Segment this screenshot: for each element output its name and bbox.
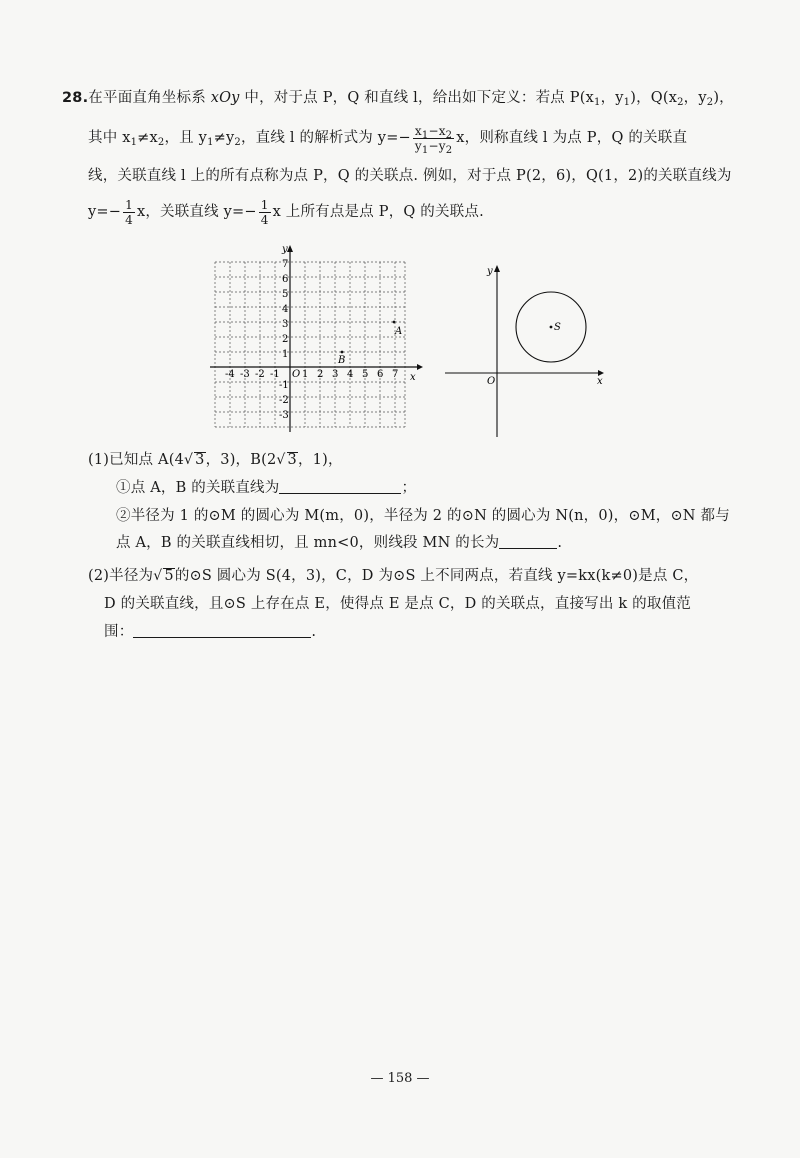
x-tick-label: 6 <box>377 369 384 380</box>
grid-figure <box>205 240 425 440</box>
y-tick-label: 6 <box>282 274 289 285</box>
quarter-fraction-2: $\frac{1}{4}$ <box>260 197 269 227</box>
problem-line-2: 其中 $x_1\ne x_2$，且 $y_1\ne y_2$，直线 l 的解析式为 y=− $\frac{x_1-x_2}{y_1-y_2}$ x，则称直线 l 为点 P，Q 的关联直 <box>88 123 688 156</box>
x-tick-label: -2 <box>255 369 265 380</box>
y-tick-label: -2 <box>279 395 289 406</box>
y-tick-label: 5 <box>282 289 289 300</box>
center-s-label: S <box>554 322 561 333</box>
x-tick-label: 1 <box>302 369 309 380</box>
slope-fraction: $\frac{x_1-x_2}{y_1-y_2}$ <box>414 123 453 156</box>
part2-line-3: 围： . <box>104 624 317 640</box>
part1-question-2-line-2: 点 A，B 的关联直线相切，且 mn<0，则线段 MN 的长为 . <box>116 535 563 551</box>
x-tick-label: -3 <box>240 369 250 380</box>
center-s <box>550 326 553 329</box>
problem-line-4: y=− $\frac{1}{4}$ x，关联直线 y=− $\frac{1}{4}$ x 上所有点是点 P，Q 的关联点. <box>88 197 484 227</box>
y-tick-label: 7 <box>282 259 289 270</box>
y-tick-label: 4 <box>282 304 289 315</box>
point-b <box>341 351 344 354</box>
x-tick-label: 7 <box>392 369 399 380</box>
problem-line-1: 28.在平面直角坐标系 xOy 中，对于点 P，Q 和直线 l，给出如下定义：若点 $P(x_1$，$y_1$)，$Q(x_2$，$y_2$)， <box>62 90 734 108</box>
answer-blank-3[interactable] <box>133 623 311 638</box>
grid-lines <box>215 262 405 427</box>
quarter-fraction-1: $\frac{1}{4}$ <box>125 197 133 227</box>
y-tick-label: -3 <box>279 410 289 421</box>
point-a <box>393 321 396 324</box>
origin-label: O <box>292 369 301 380</box>
part2-line-1: (2)半径为√ 5的⊙S 圆心为 S(4，3)，C，D 为⊙S 上不同两点，若直线 y=kx(k≠0)是点 C， <box>88 568 699 584</box>
x-tick-label: 3 <box>332 369 339 380</box>
part1-question-1: ①点 A，B 的关联直线为 ； <box>116 480 417 496</box>
x-tick-label: 4 <box>347 369 354 380</box>
point-b-label: B <box>338 355 346 366</box>
y-tick-label: 1 <box>282 349 289 360</box>
part1-question-2-line-1: ②半径为 1 的⊙M 的圆心为 M(m，0)，半径为 2 的⊙N 的圆心为 N(n，0)，⊙M，⊙N 都与 <box>116 508 730 524</box>
origin-label: O <box>487 376 496 387</box>
problem-line-3: 线，关联直线 l 上的所有点称为点 P，Q 的关联点. 例如，对于点 P(2，6)，Q(1，2)的关联直线为 <box>88 168 732 184</box>
y-tick-labels <box>279 259 289 421</box>
y-axis-label: y <box>487 266 493 277</box>
x-tick-label: 5 <box>362 369 369 380</box>
x-tick-label: -4 <box>225 369 235 380</box>
x-tick-label: -1 <box>270 369 280 380</box>
x-tick-labels <box>225 369 398 380</box>
circle-figure <box>440 262 610 442</box>
y-axis-label: y <box>282 244 288 255</box>
page-number: — 158 — <box>370 1071 430 1086</box>
y-tick-label: 2 <box>282 334 289 345</box>
answer-blank-2[interactable] <box>499 534 557 549</box>
y-axis-arrow <box>494 265 500 272</box>
x-axis-arrow <box>417 364 423 370</box>
problem-number: 28. <box>62 90 89 106</box>
point-a-label: A <box>395 326 403 337</box>
x-tick-label: 2 <box>317 369 324 380</box>
x-axis-label: x <box>410 372 416 383</box>
answer-blank-1[interactable] <box>279 479 401 494</box>
y-tick-label: -1 <box>279 380 289 391</box>
y-axis-arrow <box>287 245 293 252</box>
part1-intro: (1)已知点 A(4√ 3，3)，B(2√ 3，1)， <box>88 452 343 468</box>
y-tick-label: 3 <box>282 319 289 330</box>
x-axis-label: x <box>597 376 603 387</box>
part2-line-2: D 的关联直线，且⊙S 上存在点 E，使得点 E 是点 C，D 的关联点，直接写出 k 的取值范 <box>104 596 691 612</box>
